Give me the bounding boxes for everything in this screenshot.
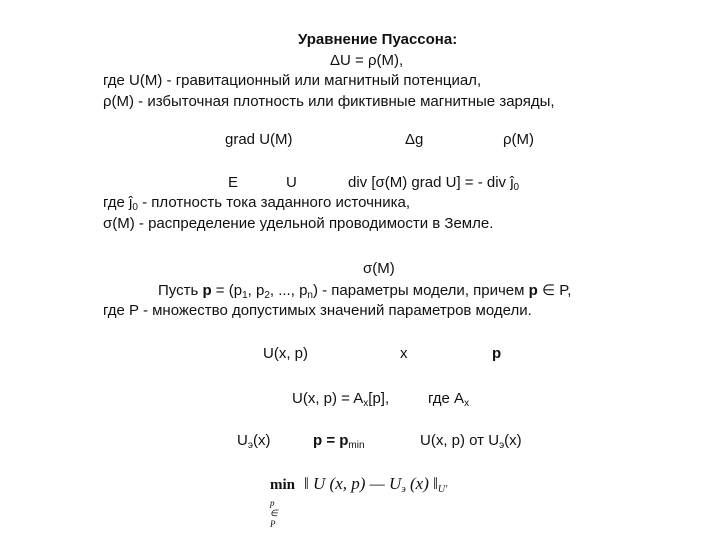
min-operator: min	[270, 477, 296, 493]
grad-label: grad U(M)	[225, 131, 293, 148]
x-label: x	[400, 345, 408, 362]
definition-current-density: где $ĵ_0$ - плотность тока заданного источника,	[103, 194, 410, 213]
definition-potential: где U(M) - гравитационный или магнитный потенциал,	[103, 72, 482, 89]
page-title: Уравнение Пуассона:	[298, 31, 458, 48]
parameters-line: Пусть $p = (p_1$, $p_2$, ..., $p_n$) - параметры модели, причем p ∈ P,	[158, 282, 572, 301]
p-min-label: $p = p_{min}$	[313, 432, 365, 451]
definition-conductivity: σ(M) - распределение удельной проводимости в Земле.	[103, 215, 494, 232]
observed-field-label: $U_э(x)$	[237, 432, 271, 451]
p-label: p	[492, 345, 502, 362]
rho-label: ρ(M)	[503, 131, 535, 148]
sigma-label: σ(M)	[363, 260, 395, 277]
definition-density: ρ(M) - избыточная плотность или фиктивные магнитные заряды,	[103, 93, 555, 110]
parameters-definition: где P - множество допустимых значений параметров модели.	[103, 302, 532, 319]
e-label: E	[228, 174, 239, 191]
u-label: U	[286, 174, 297, 191]
poisson-equation: ΔU = ρ(M),	[330, 52, 404, 69]
divergence-equation: div [σ(M) grad U] = - div $ĵ_0$	[348, 174, 520, 193]
delta-g-label: Δg	[405, 131, 424, 148]
u-x-p-label: U(x, p)	[263, 345, 308, 362]
min-subscript: p ∈ P	[270, 498, 278, 529]
operator-label: где $A_x$	[428, 390, 470, 409]
norm-expression: ‖ U (x, p) — $U_э$ (x) $‖_{U'}$	[304, 474, 448, 495]
deviation-label: U(x, p) от $U_э(x)$	[420, 432, 522, 451]
operator-equation: U(x, $p) = A_x[p]$,	[292, 390, 390, 409]
